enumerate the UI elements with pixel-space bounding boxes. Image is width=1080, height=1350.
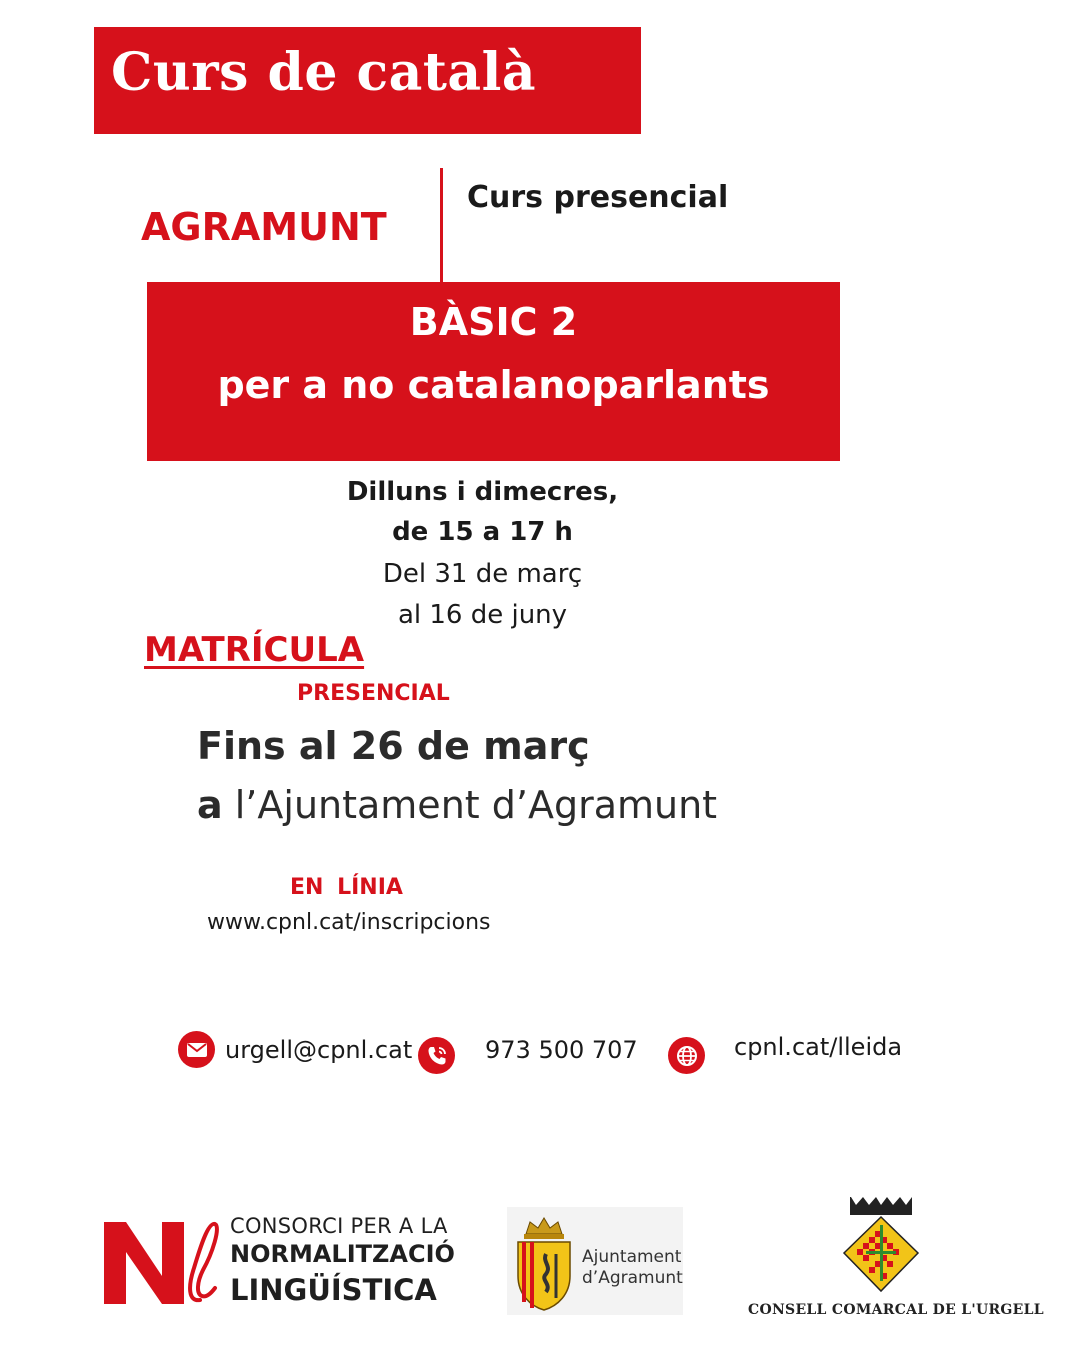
online-enrollment-link[interactable]: www.cpnl.cat/inscripcions: [207, 910, 491, 935]
ajuntament-line1: Ajuntament: [582, 1247, 682, 1267]
enrollment-place: [197, 783, 717, 827]
cpnl-line3: LINGÜÍSTICA: [230, 1273, 437, 1307]
ajuntament-shield-icon: [512, 1214, 576, 1318]
in-person-label: PRESENCIAL: [297, 681, 450, 706]
ajuntament-line2: d’Agramunt: [582, 1268, 683, 1288]
online-label: EN LÍNIA: [290, 875, 403, 900]
cpnl-line2: NORMALITZACIÓ: [230, 1240, 455, 1268]
course-audience: per a no catalanoparlants: [217, 363, 770, 407]
enrollment-deadline: Fins al 26 de març: [197, 724, 590, 768]
schedule-end: al 16 de juny: [397, 600, 568, 630]
place-prefix: a: [197, 783, 223, 827]
enrollment-heading: MATRÍCULA: [144, 630, 365, 670]
page-title: Curs de català: [111, 42, 537, 103]
contact-website[interactable]: cpnl.cat/lleida: [734, 1033, 903, 1061]
place-name: l’Ajuntament d’Agramunt: [234, 783, 718, 827]
course-mode: Curs presencial: [467, 180, 729, 215]
globe-icon: [668, 1037, 705, 1074]
town-label: AGRAMUNT: [141, 205, 387, 249]
vertical-divider: [440, 168, 443, 283]
schedule-hours: de 15 a 17 h: [392, 517, 573, 547]
course-level: BÀSIC 2: [409, 300, 578, 344]
phone-icon: [418, 1037, 455, 1074]
mail-icon: [178, 1031, 215, 1068]
schedule-start: Del 31 de març: [382, 559, 583, 589]
cpnl-line1: CONSORCI PER A LA: [230, 1214, 448, 1238]
contact-email[interactable]: urgell@cpnl.cat: [225, 1036, 413, 1064]
consell-name: CONSELL COMARCAL DE L'URGELL: [748, 1302, 1044, 1318]
consell-crest-icon: [836, 1193, 926, 1302]
schedule-days: Dilluns i dimecres,: [346, 477, 619, 507]
contact-phone[interactable]: 973 500 707: [485, 1036, 638, 1064]
cpnl-logo-icon: [104, 1216, 219, 1312]
